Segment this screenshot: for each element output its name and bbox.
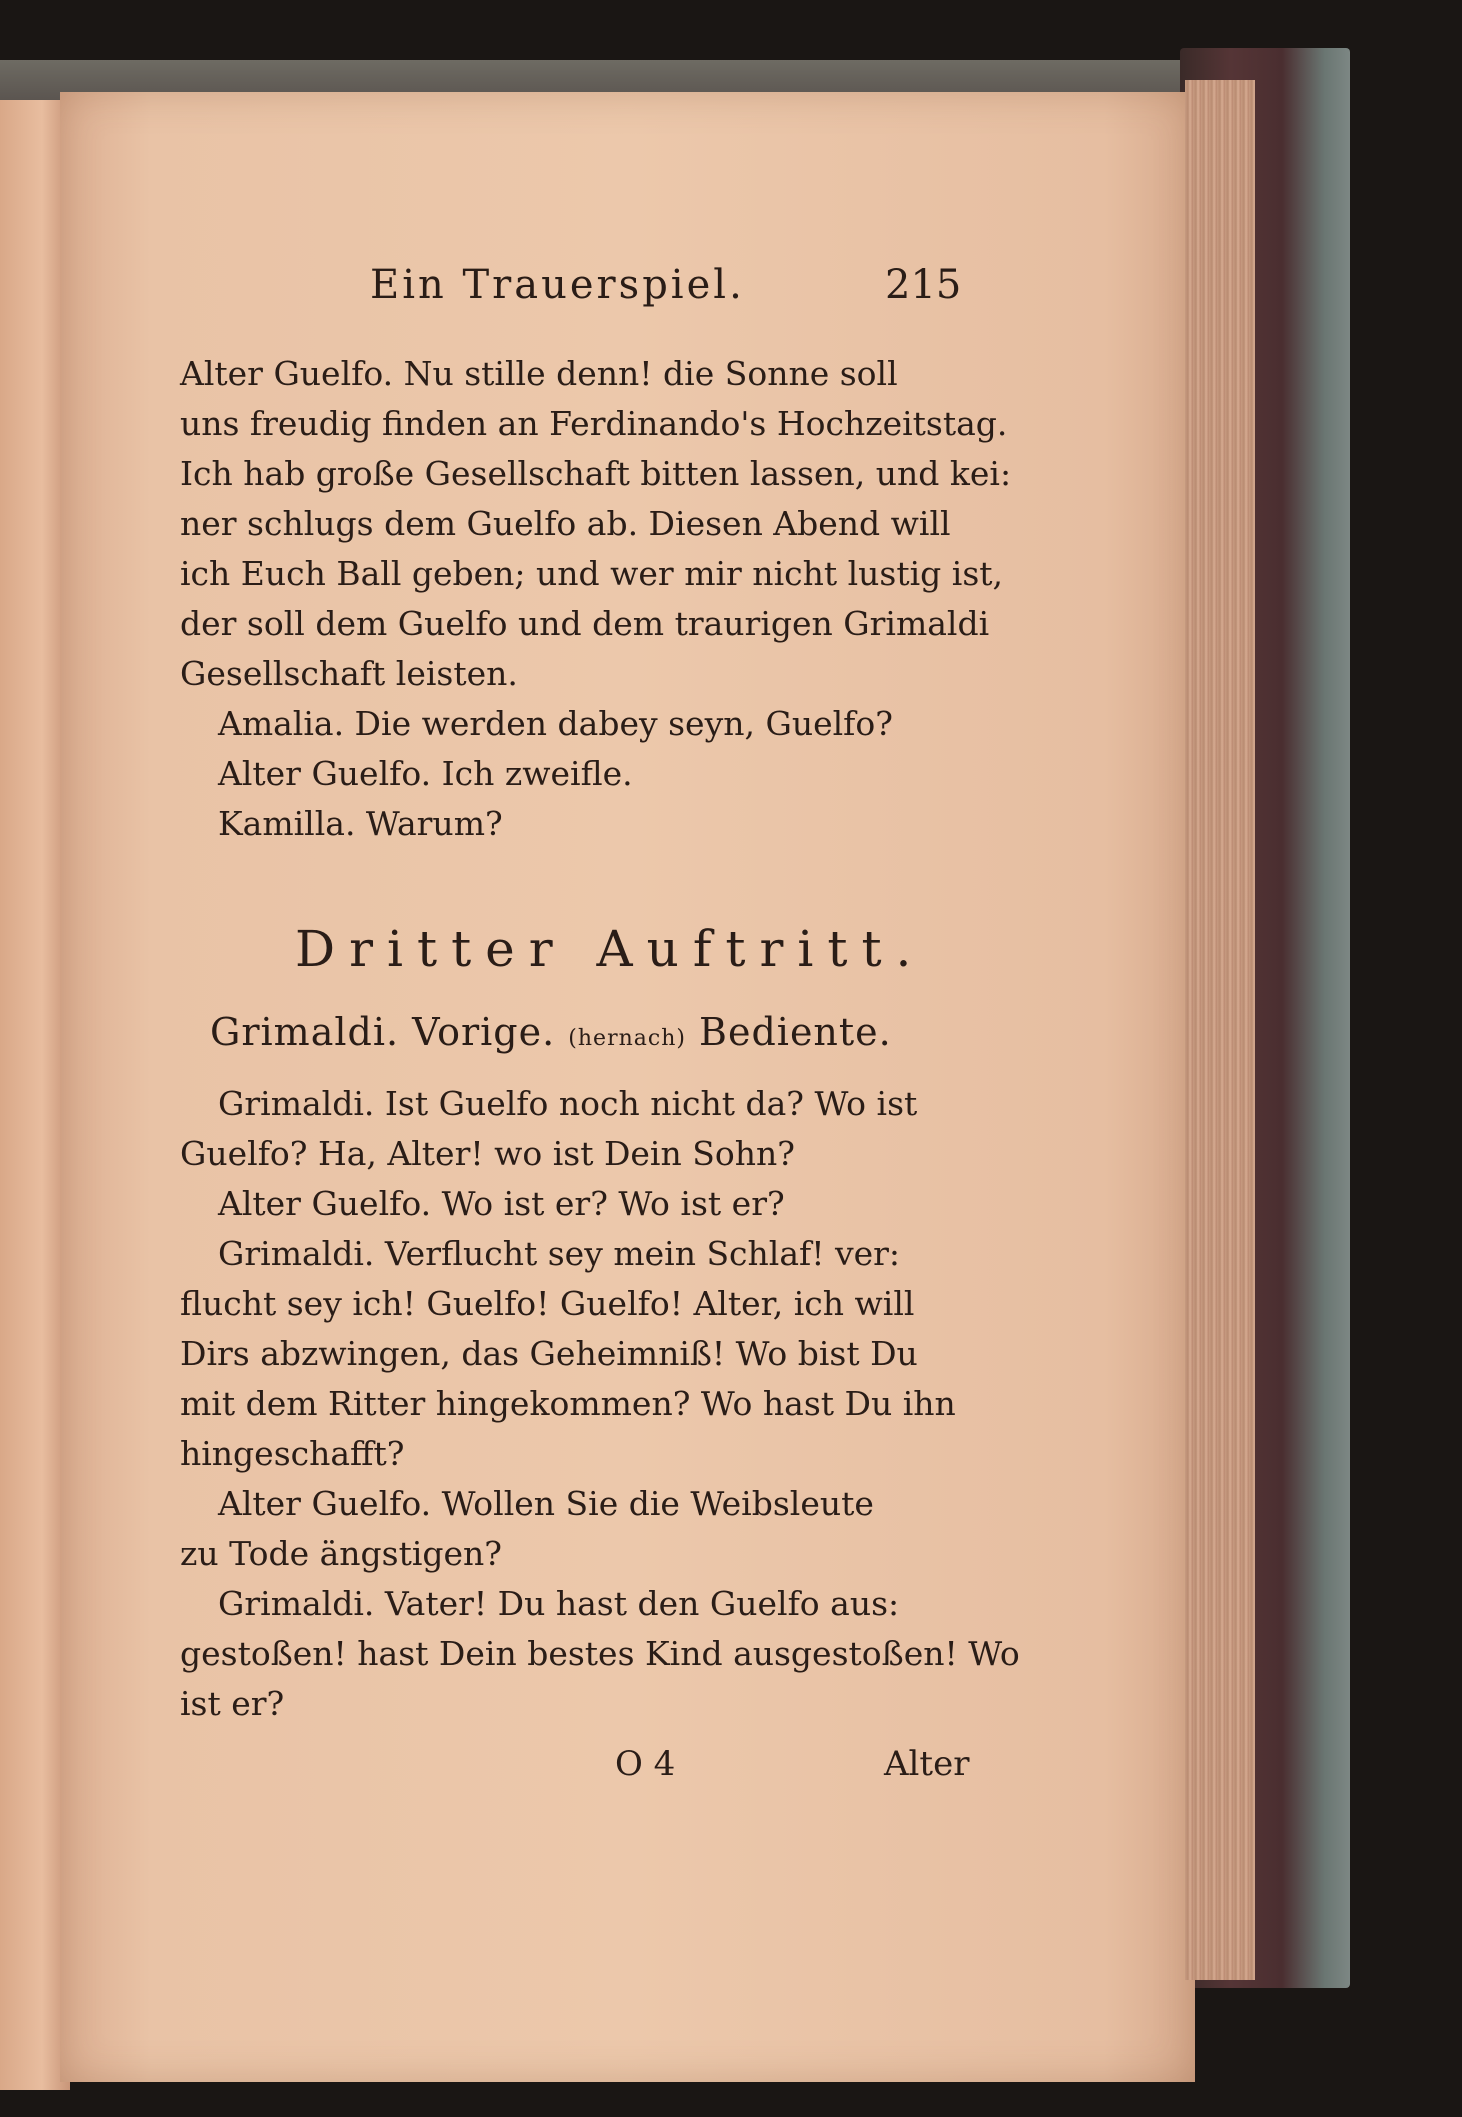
text-line: Alter Guelfo. Nu stille denn! die Sonne soll <box>180 354 898 393</box>
text-line: Grimaldi. Vater! Du hast den Guelfo aus: <box>218 1584 900 1623</box>
characters-later-note: (hernach) <box>568 1026 686 1051</box>
text-line: ner schlugs dem Guelfo ab. Diesen Abend will <box>180 504 951 543</box>
text-line: der soll dem Guelfo und dem traurigen Grimaldi <box>180 604 990 643</box>
scene-characters <box>210 1010 892 1054</box>
catchword: Alter <box>884 1744 970 1784</box>
text-line: gestoßen! hast Dein bestes Kind ausgestoßen! Wo <box>180 1634 1020 1673</box>
text-line: uns freudig finden an Ferdinando's Hochzeitstag. <box>180 404 1008 443</box>
text-line: hingeschafft? <box>180 1434 405 1473</box>
text-line: Amalia. Die werden dabey seyn, Guelfo? <box>218 704 893 743</box>
characters-servants: Bediente. <box>699 1010 892 1054</box>
text-line: ich Euch Ball geben; und wer mir nicht lustig ist, <box>180 554 1004 593</box>
text-line: zu Tode ängstigen? <box>180 1534 502 1573</box>
text-line: Alter Guelfo. Wollen Sie die Weibsleute <box>218 1484 874 1523</box>
text-line: Guelfo? Ha, Alter! wo ist Dein Sohn? <box>180 1134 795 1173</box>
text-line: Grimaldi. Ist Guelfo noch nicht da? Wo ist <box>218 1084 918 1123</box>
page-number: 215 <box>885 262 962 308</box>
text-line: mit dem Ritter hingekommen? Wo hast Du ihn <box>180 1384 956 1423</box>
scene-heading: Dritter Auftritt. <box>295 920 926 978</box>
text-line: Dirs abzwingen, das Geheimniß! Wo bist Du <box>180 1334 918 1373</box>
text-line: ist er? <box>180 1684 285 1723</box>
text-line: Gesellschaft leisten. <box>180 654 518 693</box>
running-header: Ein Trauerspiel. <box>370 262 745 308</box>
characters-present: Grimaldi. Vorige. <box>210 1010 556 1054</box>
text-line: Alter Guelfo. Ich zweifle. <box>218 754 633 793</box>
signature-mark: O 4 <box>615 1744 676 1784</box>
text-line: flucht sey ich! Guelfo! Guelfo! Alter, ich will <box>180 1284 915 1323</box>
page-edges <box>1185 80 1255 1980</box>
text-line: Grimaldi. Verflucht sey mein Schlaf! ver: <box>218 1234 901 1273</box>
text-line: Kamilla. Warum? <box>218 804 503 843</box>
text-line: Alter Guelfo. Wo ist er? Wo ist er? <box>218 1184 785 1223</box>
text-line: Ich hab große Gesellschaft bitten lassen, und kei: <box>180 454 1012 493</box>
